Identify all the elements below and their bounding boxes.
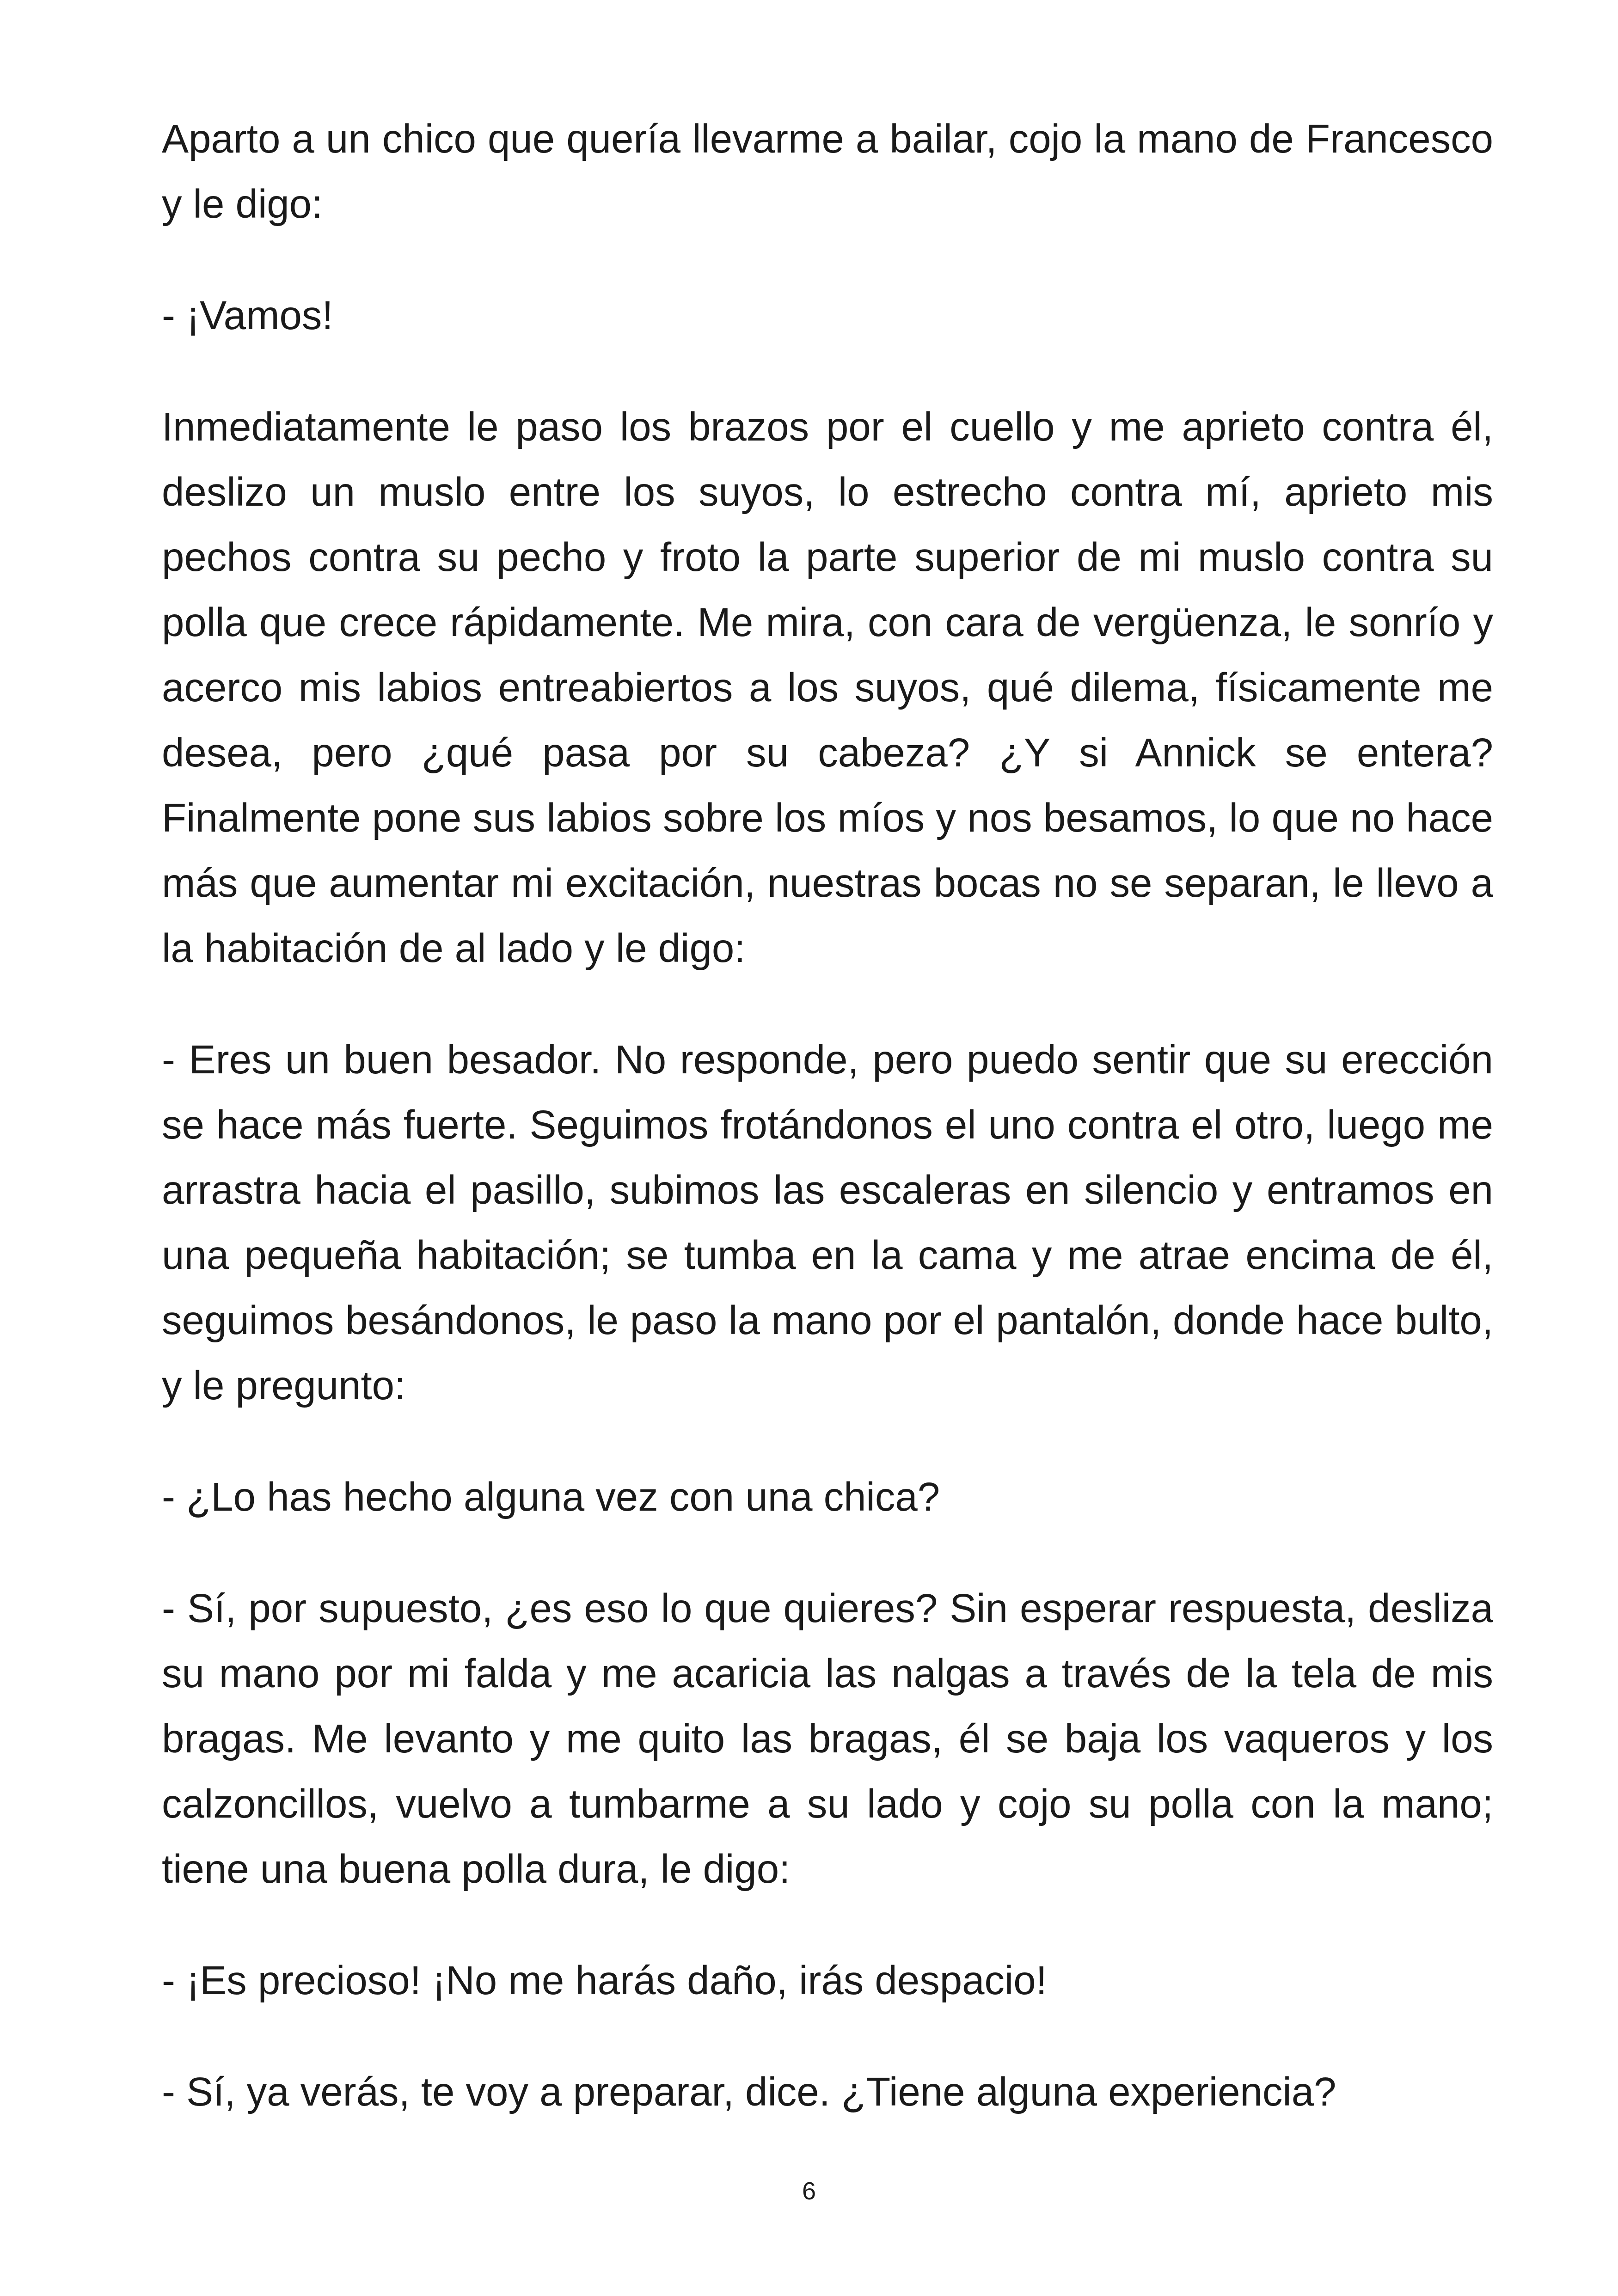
page-number: 6 [802,2177,816,2205]
paragraph-6: - Sí, por supuesto, ¿es eso lo que quieres? Sin esperar respuesta, desliza su mano por mi falda y me acaricia las nalgas a través de la tela de mis bragas. Me levanto y me quito las bragas, él se baja los vaqueros y los calzoncillos, vuelvo a tumbarme a su lado y cojo su polla con la mano; tiene una buena polla dura, le digo: [162,1586,1493,1892]
paragraph-8: - Sí, ya verás, te voy a preparar, dice. ¿Tiene alguna experiencia? [162,2069,1336,2114]
paragraph-3: Inmediatamente le paso los brazos por el cuello y me aprieto contra él, deslizo un muslo entre los suyos, lo estrecho contra mí, aprieto mis pechos contra su pecho y froto la parte superior de mi muslo contra su polla que crece rápidamente. Me mira, con cara de vergüenza, le sonrío y acerco mis labios entreabiertos a los suyos, qué dilema, físicamente me desea, pero ¿qué pasa por su cabeza? ¿Y si Annick se entera? Finalmente pone sus labios sobre los míos y nos besamos, lo que no hace más que aumentar mi excitación, nuestras bocas no se separan, le llevo a la habitación de al lado y le digo: [162,404,1493,971]
paragraph-2: - ¡Vamos! [162,293,333,338]
paragraph-1: Aparto a un chico que quería llevarme a bailar, cojo la mano de Francesco y le digo: [162,116,1493,227]
paragraph-7: - ¡Es precioso! ¡No me harás daño, irás despacio! [162,1958,1047,2003]
body-text [162,106,1493,2125]
paragraph-5: - ¿Lo has hecho alguna vez con una chica? [162,1475,940,1519]
paragraph-4: - Eres un buen besador. No responde, pero puedo sentir que su erección se hace más fuerte. Seguimos frotándonos el uno contra el otro, luego me arrastra hacia el pasillo, subimos las escaleras en silencio y entramos en una pequeña habitación; se tumba en la cama y me atrae encima de él, seguimos besándonos, le paso la mano por el pantalón, donde hace bulto, y le pregunto: [162,1037,1493,1408]
